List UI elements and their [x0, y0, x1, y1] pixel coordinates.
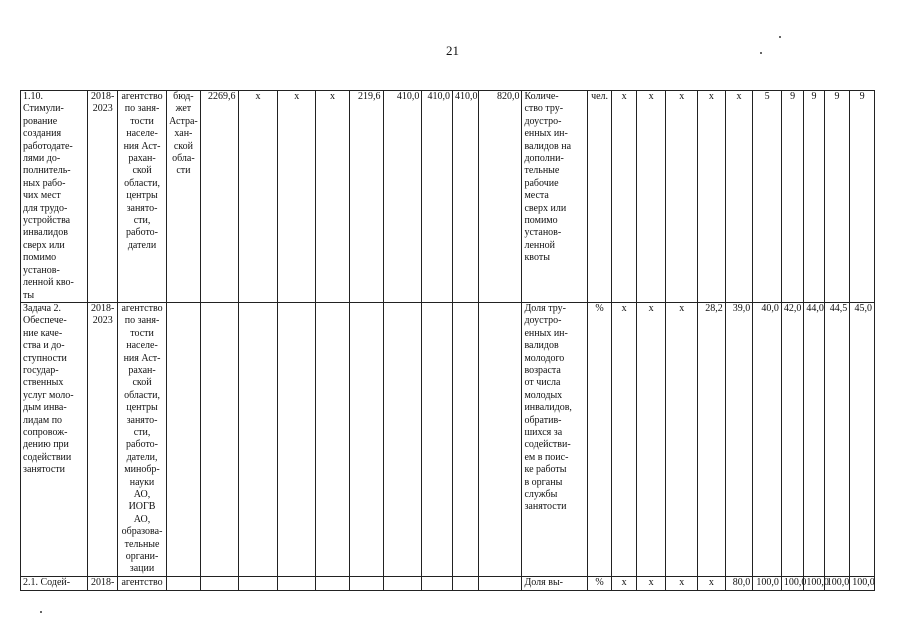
indicator-value: 9: [781, 91, 803, 303]
funding-cell: [316, 576, 350, 590]
funding-cell: [200, 576, 238, 590]
indicator-value: 44,0: [804, 302, 824, 576]
page-number: 21: [446, 43, 459, 58]
indicator-name: Доля тру- доустро- енных ин- валидов молодого возраста от числа молодых инвалидов, обратив- шихся за содействи- ем в поис- ке работы в органы службы занятости: [522, 302, 587, 576]
period: 2018- 2023: [88, 91, 118, 303]
indicator-value: 42,0: [781, 302, 803, 576]
program-table: [20, 90, 875, 591]
funding-cell: [478, 576, 522, 590]
funding-source: бюд- жет Астра- хан- ской обла- сти: [167, 91, 201, 303]
indicator-value: 44,5: [824, 302, 850, 576]
indicator-value: 45,0: [850, 302, 875, 576]
scan-speck: [779, 36, 781, 38]
executor: агентство по заня- тости населе- ния Аст- рахан- ской области, центры занято- сти, работо- датели: [118, 91, 167, 303]
funding-source: [167, 302, 201, 576]
funding-cell: 2269,6: [200, 91, 238, 303]
task-name: Задача 2. Обеспече- ние каче- ства и до- ступности государ- ственных услуг моло- дым инва- лидам по сопровож- дению при содействии занятости: [21, 302, 88, 576]
funding-cell: [453, 302, 479, 576]
indicator-value: 39,0: [725, 302, 753, 576]
table-row: [21, 302, 875, 576]
indicator-value: х: [612, 91, 637, 303]
scan-speck: [760, 52, 762, 54]
table-row: [21, 576, 875, 590]
funding-cell: 219,6: [349, 91, 383, 303]
indicator-value: 100,0: [824, 576, 850, 590]
indicator-value: х: [612, 576, 637, 590]
funding-cell: [422, 302, 453, 576]
indicator-value: х: [636, 91, 666, 303]
indicator-value: 9: [824, 91, 850, 303]
funding-cell: [349, 302, 383, 576]
funding-cell: х: [316, 91, 350, 303]
measure-name: 1.10. Стимули- рование создания работодате- лями до- полнитель- ных рабо- чих мест для трудо- устройства инвалидов сверх или помимо установ- ленной кво- ты: [21, 91, 88, 303]
funding-cell: х: [238, 91, 278, 303]
indicator-value: 28,2: [698, 302, 726, 576]
period: 2018- 2023: [88, 302, 118, 576]
funding-cell: [349, 576, 383, 590]
indicator-value: 9: [804, 91, 824, 303]
funding-cell: 820,0: [478, 91, 522, 303]
indicator-value: х: [636, 302, 666, 576]
funding-cell: [383, 302, 422, 576]
unit: %: [587, 576, 612, 590]
funding-cell: [200, 302, 238, 576]
indicator-value: 80,0: [725, 576, 753, 590]
funding-cell: [238, 302, 278, 576]
unit: чел.: [587, 91, 612, 303]
indicator-value: х: [725, 91, 753, 303]
indicator-value: х: [666, 91, 698, 303]
funding-cell: [316, 302, 350, 576]
measure-name: 2.1. Содей-: [21, 576, 88, 590]
indicator-value: 100,0: [781, 576, 803, 590]
indicator-value: 5: [753, 91, 782, 303]
funding-source: [167, 576, 201, 590]
funding-cell: 410,0: [422, 91, 453, 303]
funding-cell: [383, 576, 422, 590]
funding-cell: 410,0: [383, 91, 422, 303]
period: 2018-: [88, 576, 118, 590]
unit: %: [587, 302, 612, 576]
indicator-value: х: [698, 91, 726, 303]
funding-cell: [278, 576, 316, 590]
funding-cell: [238, 576, 278, 590]
funding-cell: х: [278, 91, 316, 303]
table-row: [21, 91, 875, 303]
executor: агентство по заня- тости населе- ния Аст- рахан- ской области, центры занято- сти, работо- датели, минобр- науки АО, ИОГВ АО, образова- тельные органи- зации: [118, 302, 167, 576]
indicator-value: 9: [850, 91, 875, 303]
indicator-value: х: [666, 576, 698, 590]
funding-cell: [478, 302, 522, 576]
funding-cell: [422, 576, 453, 590]
indicator-value: х: [666, 302, 698, 576]
funding-cell: [453, 576, 479, 590]
indicator-value: х: [612, 302, 637, 576]
scan-speck: [40, 611, 42, 613]
funding-cell: [278, 302, 316, 576]
funding-cell: 410,0: [453, 91, 479, 303]
executor: агентство: [118, 576, 167, 590]
indicator-value: 40,0: [753, 302, 782, 576]
indicator-value: 100,0: [753, 576, 782, 590]
indicator-value: х: [698, 576, 726, 590]
indicator-value: 100,0: [850, 576, 875, 590]
indicator-value: 100,0: [804, 576, 824, 590]
indicator-name: Доля вы-: [522, 576, 587, 590]
indicator-name: Количе- ство тру- доустро- енных ин- валидов на дополни- тельные рабочие места сверх или помимо установ- ленной квоты: [522, 91, 587, 303]
indicator-value: х: [636, 576, 666, 590]
